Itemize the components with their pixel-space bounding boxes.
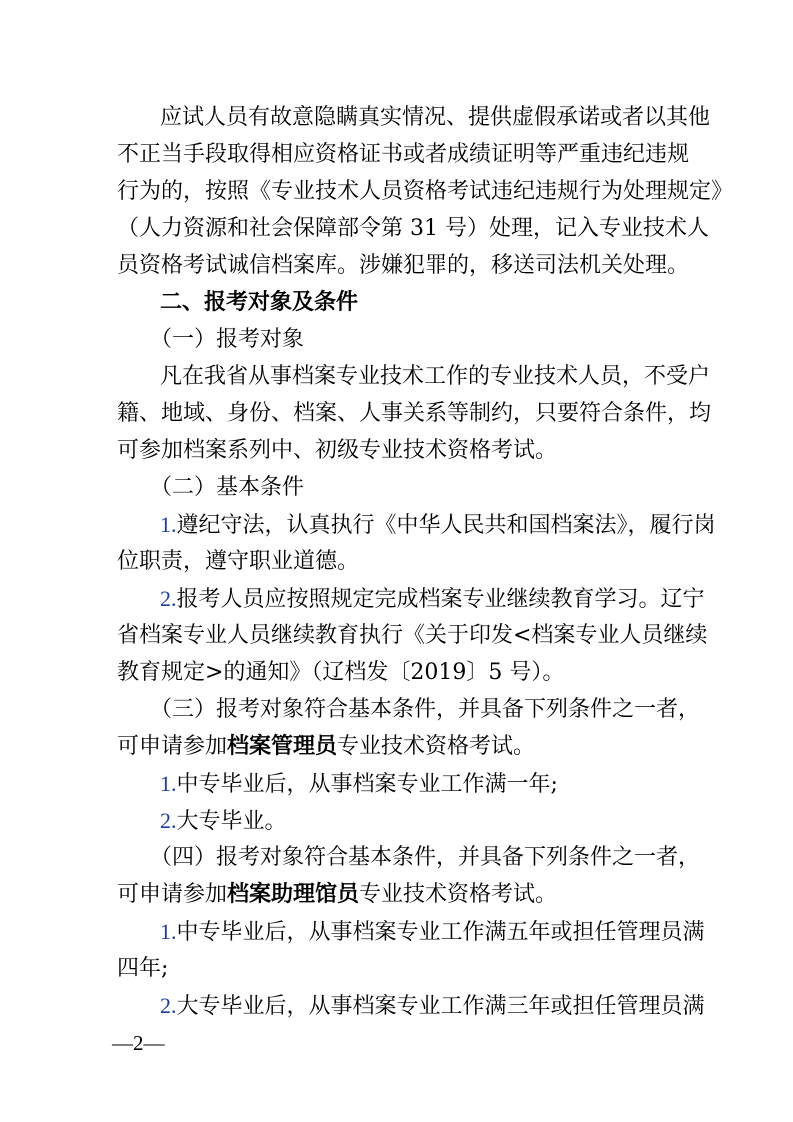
paragraph-line: （三）报考对象符合基本条件，并具备下列条件之一者， — [150, 697, 701, 722]
paragraph-line: 不正当手段取得相应资格证书或者成绩证明等严重违纪违规 — [117, 142, 690, 167]
paragraph-line: （人力资源和社会保障部令第 31 号）处理，记入专业技术人 — [117, 216, 709, 241]
list-item — [160, 767, 558, 801]
paragraph-line: 可参加档案系列中、初级专业技术资格考试。 — [117, 438, 558, 463]
paragraph-line: 行为的，按照《专业技术人员资格考试违纪违规行为处理规定》 — [117, 179, 734, 204]
paragraph-line: 省档案专业人员继续教育执行《关于印发<档案专业人员继续 — [117, 623, 708, 648]
emphasis-text: 档案管理员 — [227, 734, 338, 759]
paragraph-line: （四）报考对象符合基本条件，并具备下列条件之一者， — [150, 845, 701, 870]
list-number: 2. — [160, 808, 177, 833]
list-item — [160, 989, 705, 1023]
list-number: 1. — [160, 919, 177, 944]
paragraph-line: 员资格考试诚信档案库。涉嫌犯罪的，移送司法机关处理。 — [117, 253, 690, 278]
paragraph-line: 籍、地域、身份、档案、人事关系等制约，只要符合条件，均 — [117, 401, 712, 426]
text-segment: 可申请参加 — [117, 882, 228, 907]
list-number: 2. — [160, 993, 177, 1018]
list-number: 1. — [160, 512, 177, 537]
paragraph-line: 四年; — [117, 956, 169, 981]
list-item-text: 遵纪守法，认真执行《中华人民共和国档案法》，履行岗 — [176, 513, 716, 538]
paragraph-line: 应试人员有故意隐瞒真实情况、提供虚假承诺或者以其他 — [160, 105, 711, 130]
list-item-text: 中专毕业后，从事档案专业工作满五年或担任管理员满 — [176, 920, 705, 945]
subsection-title: （二）基本条件 — [150, 475, 305, 500]
text-segment: 专业技术资格考试。 — [359, 882, 558, 907]
paragraph-line — [117, 730, 535, 764]
subsection-title: （一）报考对象 — [150, 327, 305, 352]
list-item — [160, 915, 705, 949]
paragraph-line — [117, 878, 557, 912]
list-item-text: 大专毕业后，从事档案专业工作满三年或担任管理员满 — [176, 994, 705, 1019]
list-item — [160, 804, 287, 838]
page-number: —2— — [112, 1031, 165, 1055]
list-item — [160, 582, 705, 616]
text-segment: 专业技术资格考试。 — [337, 734, 536, 759]
list-item-text: 中专毕业后，从事档案专业工作满一年; — [176, 772, 558, 797]
emphasis-text: 档案助理馆员 — [227, 882, 360, 907]
list-item-text: 大专毕业。 — [176, 809, 287, 834]
section-heading: 二、报考对象及条件 — [160, 290, 359, 315]
paragraph-line: 位职责，遵守职业道德。 — [117, 549, 360, 574]
list-item — [160, 508, 716, 542]
list-item-text: 报考人员应按照规定完成档案专业继续教育学习。辽宁 — [176, 587, 705, 612]
list-number: 1. — [160, 771, 177, 796]
list-number: 2. — [160, 586, 177, 611]
text-segment: 可申请参加 — [117, 734, 228, 759]
paragraph-line: 教育规定>的通知》（辽档发〔2019〕5 号）。 — [117, 660, 565, 685]
paragraph-line: 凡在我省从事档案专业技术工作的专业技术人员，不受户 — [160, 364, 711, 389]
